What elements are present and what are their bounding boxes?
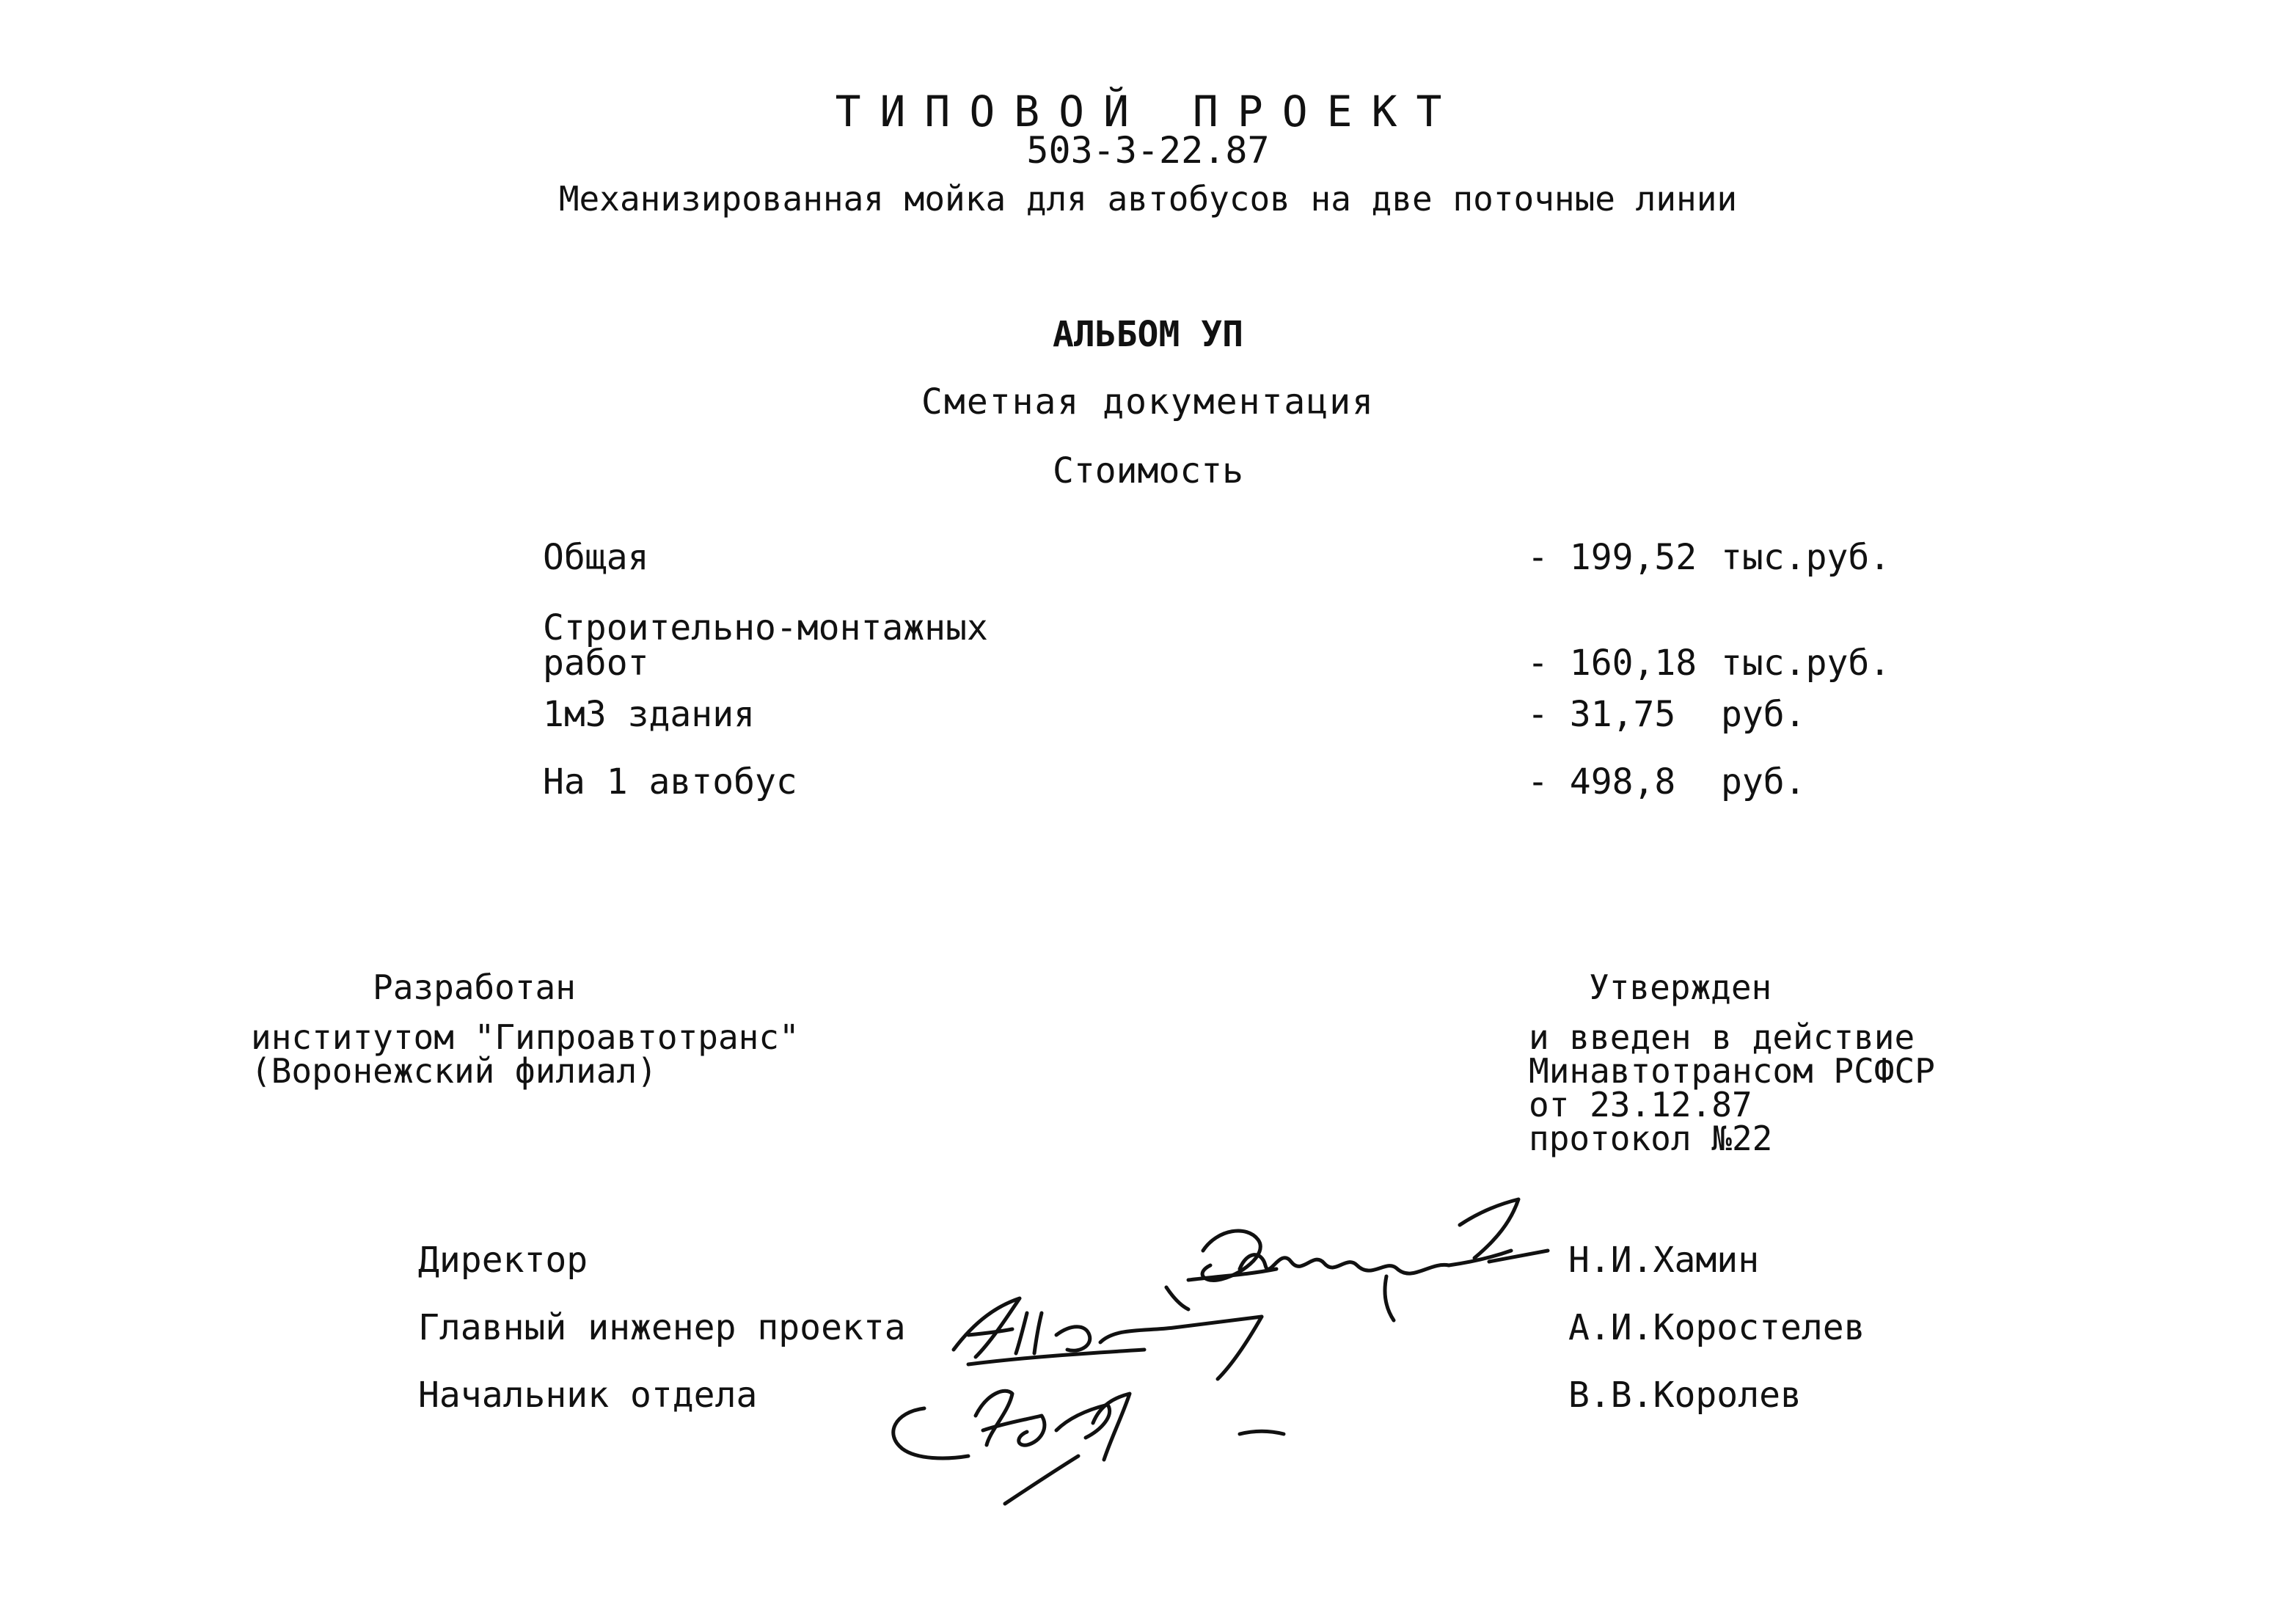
cost-label-line1: Строительно-монтажных bbox=[543, 607, 988, 648]
approval-line: и введен в действие bbox=[1529, 1017, 1915, 1057]
department-head-signature bbox=[893, 1391, 1284, 1504]
approval-heading: Утвержден bbox=[1589, 968, 1772, 1007]
cost-unit: тыс.руб. bbox=[1721, 537, 1891, 578]
approval-line: от 23.12.87 bbox=[1529, 1085, 1752, 1124]
cost-unit: тыс.руб. bbox=[1721, 643, 1891, 684]
cost-label: На 1 автобус bbox=[543, 761, 797, 802]
cost-unit: руб. bbox=[1721, 694, 1806, 735]
approval-line: протокол №22 bbox=[1529, 1119, 1773, 1158]
project-code: 503-3-22.87 bbox=[1026, 129, 1270, 172]
cost-label: Общая bbox=[543, 537, 649, 578]
chief-engineer-signature bbox=[954, 1298, 1262, 1379]
album-title: АЛЬБОМ УП bbox=[1052, 314, 1244, 355]
developer-line: институтом "Гипроавтотранс" bbox=[251, 1017, 800, 1057]
approval-line: Минавтотрансом РСФСР bbox=[1529, 1051, 1935, 1091]
developer-heading: Разработан bbox=[373, 968, 576, 1007]
cost-unit: руб. bbox=[1721, 761, 1806, 802]
cost-label-line2: работ bbox=[543, 643, 649, 684]
signatory-role: Начальник отдела bbox=[418, 1375, 758, 1416]
signatory-role: Главный инженер проекта bbox=[418, 1307, 906, 1348]
document-title: ТИПОВОЙ ПРОЕКТ bbox=[835, 87, 1461, 136]
project-subtitle: Механизированная мойка для автобусов на две поточные линии bbox=[558, 179, 1738, 219]
cost-heading: Стоимость bbox=[1052, 450, 1244, 491]
signatory-name: В.В.Королев bbox=[1568, 1375, 1802, 1416]
album-subtitle: Сметная документация bbox=[921, 381, 1375, 423]
cost-value: - 498,8 bbox=[1527, 761, 1676, 802]
signatory-role: Директор bbox=[418, 1240, 588, 1281]
developer-line: (Воронежский филиал) bbox=[251, 1051, 657, 1091]
cost-value: - 31,75 bbox=[1527, 694, 1676, 735]
signatory-name: Н.И.Хамин bbox=[1568, 1240, 1760, 1281]
cost-value: - 160,18 bbox=[1527, 643, 1697, 684]
director-signature bbox=[1166, 1199, 1548, 1320]
cost-value: - 199,52 bbox=[1527, 537, 1697, 578]
signatory-name: А.И.Коростелев bbox=[1568, 1307, 1865, 1348]
cost-label: 1м3 здания bbox=[543, 694, 755, 735]
